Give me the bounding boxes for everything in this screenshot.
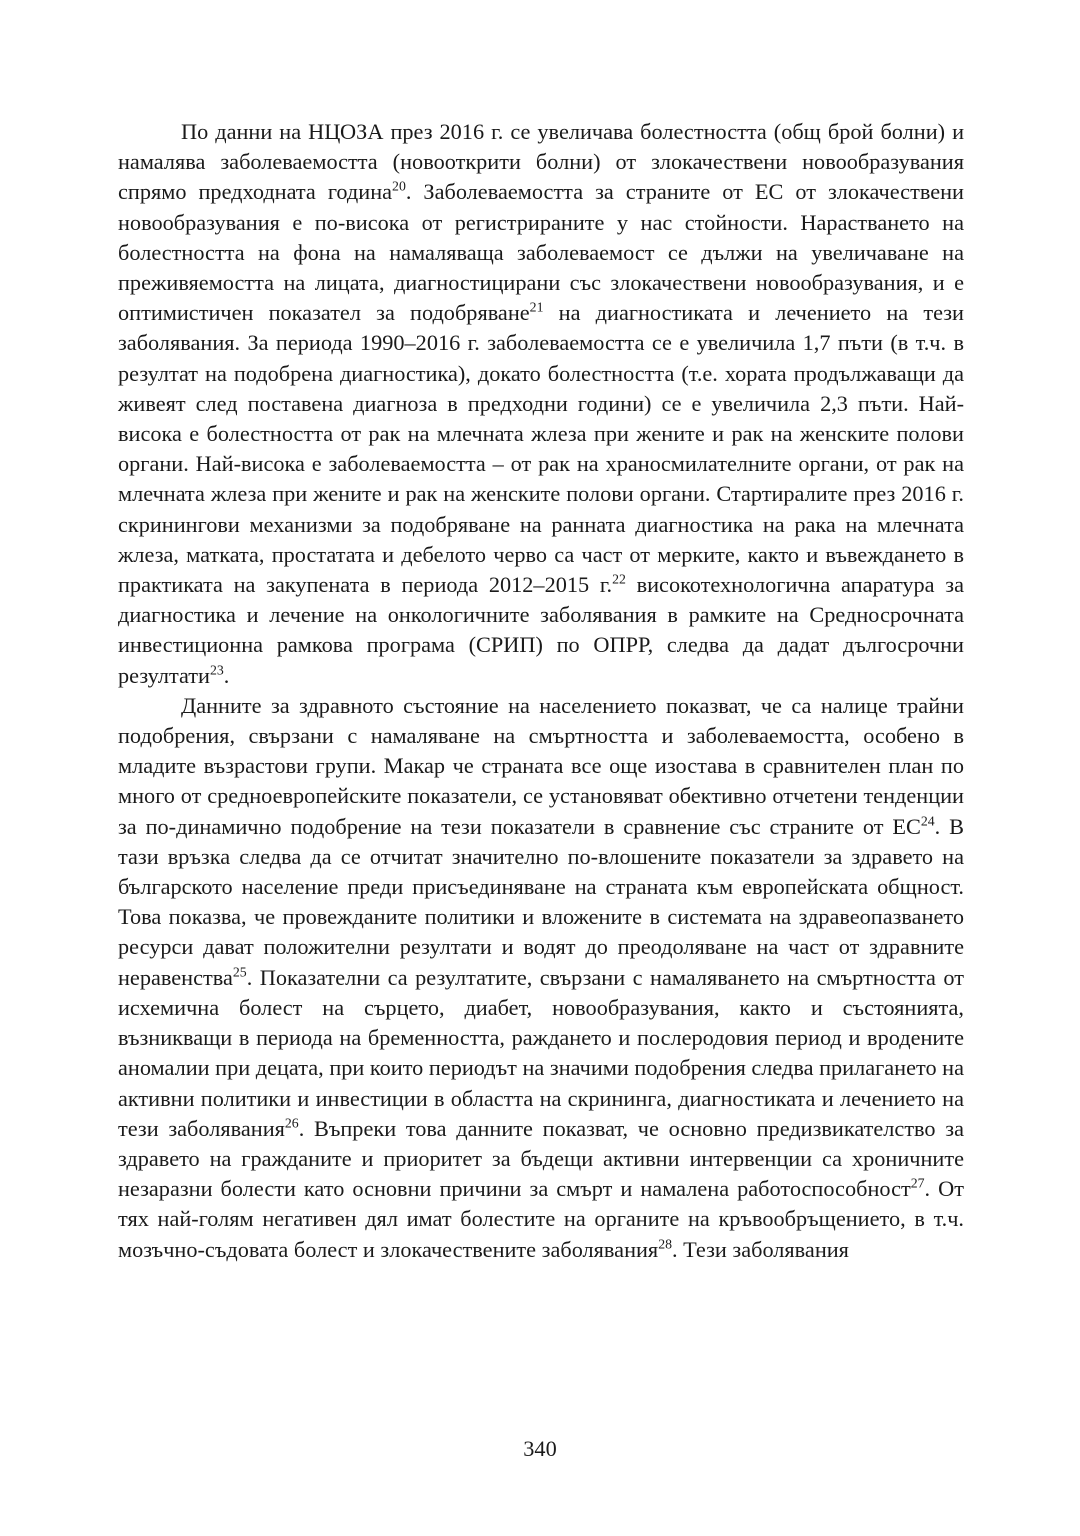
paragraph-1 <box>118 117 964 691</box>
text-run: високотехнологична апаратура за диагностика и лечение на онкологичните заболявания в рамките на Средносрочната инвестиционна рамкова програма (СРИП) по ОПРР, следва да дадат дългосрочни резултати <box>118 572 964 688</box>
text-run: . В тази връзка следва да се отчитат значително по-влошените показатели за здравето на българското население преди присъединяване на страната към европейската общност. Това показва, че провежданите политики и вложените в системата на здравеопазването ресурси дават положителни резултати и водят до преодоляване на част от здравните неравенства <box>118 813 964 990</box>
text-run: . Показателни са резултатите, свързани с намаляването на смъртността от исхемична болест на сърцето, диабет, новообразувания, както и състоянията, възникващи в периода на бременността, раждането и послеродовия период и вродените аномалии при децата, при които периодът на значими подобрения следва прилагането на активни политики и инвестиции в областта на скрининга, диагностиката и лечението на тези заболявания <box>118 964 964 1141</box>
body-text <box>118 117 964 1265</box>
footnote-ref: 22 <box>612 571 626 587</box>
paragraph-2 <box>118 691 964 1265</box>
text-run: . Въпреки това данните показват, че основно предизвикателство за здравето на гражданите и приоритет за бъдещи активни интервенции са хроничните незаразни болести като основни причини за смърт и намалена работоспособност <box>118 1115 964 1202</box>
footnote-ref: 21 <box>529 299 544 315</box>
page-number: 340 <box>523 1436 557 1461</box>
text-run: . От тях най-голям негативен дял имат болестите на органите на кръвообръщението, в т.ч. мозъчно-съдовата болест и злокачествените заболявания <box>118 1176 964 1262</box>
footnote-ref: 26 <box>284 1115 299 1131</box>
text-run: Данните за здравното състояние на населението показват, че са налице трайни подобрения, свързани с намаляване на смъртността и заболеваемостта, особено в младите възрастови групи. Макар че страната все още изостава в сравнителен план по много от средноевропейските показатели, се установяват обективно отчетени тенденции за по-динамично подобрение на тези показатели в сравнение със страните от ЕС <box>118 692 964 839</box>
text-run: . Заболеваемостта за страните от ЕС от злокачествени новообразувания е по-висока от регистрираните у нас стойности. Нарастването на болестността на фона на намаляваща заболеваемост се дължи на увеличаване на преживяемостта на лицата, диагностицирани със злокачествени новообразувания, и е оптимистичен показател за подобряване <box>118 179 964 326</box>
footnote-ref: 25 <box>232 964 247 980</box>
footnote-ref: 20 <box>392 178 406 194</box>
text-run: на диагностиката и лечението на тези заболявания. За периода 1990–2016 г. заболеваемостта се е увеличила 1,7 пъти (в т.ч. в резултат на подобрена диагностика), докато болестността (т.е. хората продължаващи да живеят след поставена диагноза в предходни години) се е увеличила 2,3 пъти. Най-висока е болестността от рак на млечната жлеза при жените и рак на женските полови органи. Най-висока е заболеваемостта – от рак на храноcмилателните органи, от рак на млечната жлеза при жените и рак на женските полови органи. Стартиралите през 2016 г. скринингови механизми за подобряване на ранната диагностика на рака на млечната жлеза, матката, простатата и дебелото черво са част от мерките, както и въвеждането в практиката на закупената в периода 2012–2015 г. <box>118 300 964 598</box>
footnote-ref: 28 <box>658 1235 672 1251</box>
text-run: По данни на НЦОЗА през 2016 г. се увеличава болестността (общ брой болни) и намалява заболеваемостта (новооткрити болни) от злокачествени новообразувания спрямо предходната година <box>118 119 964 205</box>
footnote-ref: 23 <box>209 662 224 678</box>
text-run: . Тези заболявания <box>672 1236 849 1262</box>
footnote-ref: 27 <box>910 1175 925 1191</box>
text-run: . <box>223 662 230 688</box>
footnote-ref: 24 <box>920 813 935 829</box>
